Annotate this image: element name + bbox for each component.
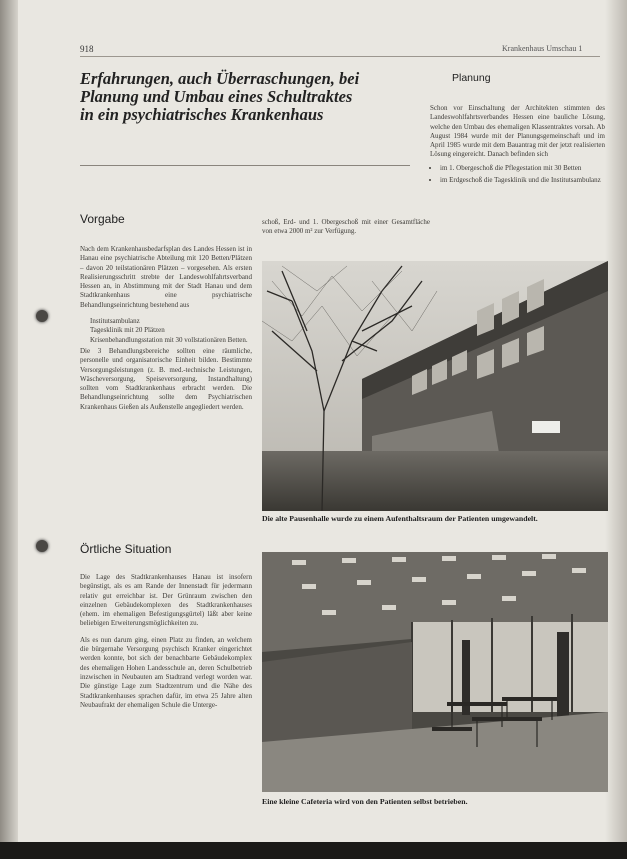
list-item: Tagesklinik mit 20 Plätzen — [90, 326, 165, 335]
planung-text — [430, 104, 605, 188]
running-head: Krankenhaus Umschau 1 — [502, 44, 583, 53]
vorgabe-continuation: schoß, Erd- und 1. Obergeschoß mit einer Gesamtfläche von etwa 2000 m² zur Verfügung. — [262, 218, 430, 236]
scan-shadow-right — [605, 0, 627, 859]
paragraph: Die Lage des Stadtkrankenhauses Hanau ist insofern begünstigt, als es am Rande der Innenstadt für jedermann relativ gut erreichbar ist. Der Grünraum zwischen den einzelnen Gebäudekomplexen des Stadtkrankenhauses (ehem. im ehemaligen Befestigungsgürtel) läßt aber keine beliebigen Erweiterungsmöglichkeiten zu. — [80, 573, 252, 628]
oertliche-text — [80, 573, 252, 717]
list-item: • im Erdgeschoß die Tagesklinik und die Institutsambulanz — [440, 176, 605, 185]
figure-caption: Die alte Pausenhalle wurde zu einem Aufenthaltsraum der Patienten umgewandelt. — [262, 514, 538, 523]
heading-vorgabe: Vorgabe — [80, 212, 125, 226]
page-number: 918 — [80, 44, 94, 54]
figure-caption: Eine kleine Cafeteria wird von den Patienten selbst betrieben. — [262, 797, 468, 806]
paragraph: Nach dem Krankenhausbedarfsplan des Landes Hessen ist in Hanau eine psychiatrische Abteilung mit 120 Betten/Plätzen – davon 20 teilstationären Plätzen – vorgesehen. Als ersten Realisierungsschritt strebte der Landeswohlfahrtsverband Hessen an, in Abstimmung mit der Stadt Hanau und dem Stadtkrankenhaus eine psychiatrische Behandlungseinrichtung bestehend aus — [80, 245, 252, 309]
title-rule — [80, 165, 410, 166]
heading-planung: Planung — [452, 72, 491, 84]
photo-cafeteria-interior — [262, 552, 608, 792]
list-item: Institutsambulanz — [90, 317, 140, 326]
punch-hole-icon — [36, 310, 48, 322]
list-item: Krisenbehandlungsstation mit 30 vollstationären Betten. — [90, 335, 248, 344]
article-title: Erfahrungen, auch Überraschungen, bei Planung und Umbau eines Schultraktes in ein psychiatrisches Krankenhaus — [80, 69, 360, 124]
planung-list — [430, 164, 605, 186]
header-rule — [80, 56, 600, 57]
paragraph: Schon vor Einschaltung der Architekten stimmten des Landeswohlfahrtsverbandes Hessen eine bauliche Lösung, welche den Umbau des ehemaligen Klassentraktes vorsah. Ab August 1984 wurde mit der Planungsgemeinschaft und im April 1985 wurde mit dem Bauantrag mit der jetzt realisierten Lösung eingereicht. Danach befinden sich — [430, 104, 605, 159]
paragraph: Die 3 Behandlungsbereiche sollten eine räumliche, personelle und organisatorische Einheit bilden. Bestimmte Versorgungsleistungen (z. B. med.-technische Leistungen, Wäscheversorgung, Speiseversorgung, Instandhaltung) sollten vom Stadtkrankenhaus erbracht werden. Die Behandlungseinrichtung sollte dem Psychiatrischen Krankenhaus Gießen als Außenstelle angegliedert werden. — [80, 346, 252, 411]
photo-building-exterior — [262, 261, 608, 511]
scan-shadow-left — [0, 0, 18, 859]
paragraph: Als es nun darum ging, einen Platz zu finden, an welchem die bürgernahe Versorgung psychisch Kranker eingerichtet werden konnte, bot sich der benachbarte Gebäudekomplex des ehemaligen Hohen Landesschule an, deren Schulbetrieb inzwischen in Neubauten am Stadtrand verlegt worden war. Die günstige Lage zum Stadtzentrum und die Nähe des Stadtkrankenhauses sprachen dafür, im etwa 25 Jahre alten Neubaufrakt der ehemaligen Schule die Unterge- — [80, 635, 252, 709]
heading-oertliche-situation: Örtliche Situation — [80, 542, 172, 556]
list-item: • im 1. Obergeschoß die Pflegestation mit 30 Betten — [440, 164, 605, 173]
vorgabe-text — [80, 245, 252, 419]
scan-shadow-bottom — [0, 842, 627, 859]
punch-hole-icon — [36, 540, 48, 552]
